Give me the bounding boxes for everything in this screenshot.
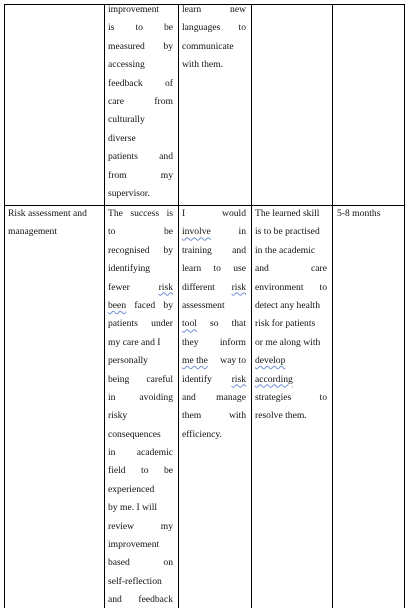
text-line [108,352,173,370]
word: by [163,299,173,311]
table-border-right [404,4,405,608]
text-line [108,111,173,129]
word: experienced [108,483,155,495]
text-line [108,205,173,223]
word: from [154,95,173,107]
word: measured [108,40,145,52]
text-line [108,260,173,278]
word: risk [231,373,246,385]
cell-success-measure-continued [108,1,173,203]
text-line [108,130,173,148]
word: to [238,22,246,34]
word: strategies [255,391,292,403]
word: different [182,281,215,293]
text-line [182,334,246,352]
timescale-text: 5-8 months [337,208,381,219]
word: academic [136,447,173,459]
word: use [233,263,246,275]
word: they [182,336,199,348]
text-line [108,499,173,517]
text-line [108,185,173,203]
word: to [108,226,116,238]
word: success [130,208,160,219]
word: identifying [108,263,151,275]
word: by [163,244,173,256]
word: so [210,318,219,330]
word: improvement [108,539,160,551]
text-line [108,223,173,241]
word: learn [182,263,202,275]
word: in [108,447,116,459]
word: detect any health [255,299,320,311]
word: to [135,22,143,34]
text-line [182,242,246,260]
word: be [163,465,173,477]
word: environment [255,281,304,293]
word: feedback [108,77,143,89]
text-line [108,315,173,333]
word: manage [216,391,246,403]
text-line [255,371,327,389]
word: would [222,208,246,219]
text-line [108,167,173,185]
word: be [163,22,173,34]
word: feedback [138,594,173,606]
text-line [182,352,246,370]
word: my [160,169,173,181]
word: accessing [108,59,145,71]
text-line [182,260,246,278]
word: risk [231,281,246,293]
text-line [255,315,327,333]
text-line [182,315,246,333]
word: and [182,391,196,403]
text-line [182,205,246,223]
word: review [108,520,135,532]
word: based [108,557,130,569]
text-line [182,297,246,315]
cell-action-continued [182,1,246,75]
word: patients [108,318,138,330]
word: self-reflection [108,575,162,587]
text-line [182,279,246,297]
text-line [255,205,327,223]
text-line [108,93,173,111]
text-line [255,297,327,315]
word: recognised [108,244,150,256]
text-line [255,389,327,407]
text-line [108,573,173,591]
word: personally [108,355,148,367]
text-line [108,371,173,389]
text-line [182,19,246,37]
text-line [108,481,173,499]
word: be [163,226,173,238]
word: and [232,244,246,256]
text-line [108,279,173,297]
text-line [108,426,173,444]
text-line [182,38,246,56]
word: in [108,391,116,403]
column-divider-1 [104,4,105,608]
word: to [319,281,327,293]
text-line [182,371,246,389]
word: risky [108,410,128,422]
word: being [108,373,130,385]
text-line [108,1,173,19]
word: training [182,244,212,256]
column-divider-4 [332,4,333,608]
text-line [8,223,100,241]
text-line [108,38,173,56]
word: by [163,40,173,52]
word: risk for patients [255,318,316,330]
cell-action-risk [182,205,246,444]
word: according [255,373,293,385]
word: care [108,95,124,107]
text-line [108,407,173,425]
word: me the [182,355,208,367]
word: in the academic [255,244,316,256]
word: identify [182,373,212,385]
column-divider-3 [251,4,252,608]
text-line [108,462,173,480]
word: is [108,22,115,34]
text-line [255,242,327,260]
word: patients [108,151,138,163]
word: care [311,263,327,275]
word: in [238,226,246,238]
word: on [163,557,173,569]
text-line [108,75,173,93]
word: involve [182,226,211,238]
word: is to be practised [255,226,320,238]
word: to [141,465,149,477]
word: with them. [182,59,224,71]
word: diverse [108,132,136,144]
text-line [108,389,173,407]
word: avoiding [139,391,173,403]
text-line [108,334,173,352]
word: assessment [182,299,225,311]
word: develop [255,355,286,367]
text-line [255,334,327,352]
text-line [255,223,327,241]
word: my [160,520,173,532]
word: consequences [108,428,161,440]
word: that [231,318,246,330]
word: under [151,318,173,330]
text-line [182,426,246,444]
text-line [255,279,327,297]
word: improvement [108,4,160,15]
word: to [213,263,221,275]
word: risk [158,281,173,293]
text-line [255,352,327,370]
word: I [182,208,186,219]
word: management [8,226,58,238]
cell-success-measure-risk [108,205,173,610]
word: new [230,4,246,15]
word: with [228,410,246,422]
text-line [255,407,327,425]
word: tool [182,318,197,330]
word: from [108,169,127,181]
word: efficiency. [182,428,222,440]
word: culturally [108,114,145,126]
word: fewer [108,281,130,293]
cell-application-risk [255,205,327,426]
cell-timescale-risk [337,205,401,223]
text-line [108,19,173,37]
word: languages [182,22,221,34]
word: and [108,594,122,606]
word: communicate [182,40,234,52]
text-line [182,389,246,407]
word: my care and I [108,336,161,348]
word: to [319,391,327,403]
text-line [108,518,173,536]
text-line [108,148,173,166]
text-line [182,56,246,74]
text-line [8,205,100,223]
word: of [165,77,173,89]
word: The learned skill [255,208,320,219]
column-divider-2 [178,4,179,608]
word: supervisor. [108,187,150,199]
word: The [108,208,123,219]
word: been [108,299,127,311]
text-line [255,260,327,278]
word: and [159,151,173,163]
word: is [166,208,173,219]
word: resolve them. [255,410,307,422]
text-line [108,536,173,554]
text-line [182,223,246,241]
word: inform [219,336,246,348]
word: field [108,465,126,477]
word: and [255,263,269,275]
table-border-left [4,4,5,608]
word: way to [220,355,246,367]
word: them [182,410,202,422]
text-line [108,56,173,74]
text-line [182,407,246,425]
text-line [108,591,173,609]
text-line [108,297,173,315]
word: faced [134,299,156,311]
text-line [108,444,173,462]
word: careful [146,373,173,385]
word: Risk assessment and [8,208,87,219]
word: by me. I will [108,502,158,514]
text-line [182,1,246,19]
word: or me along with [255,336,321,348]
cell-skill-risk-assessment [8,205,100,242]
text-line [108,242,173,260]
text-line [108,554,173,572]
word: learn [182,4,202,15]
